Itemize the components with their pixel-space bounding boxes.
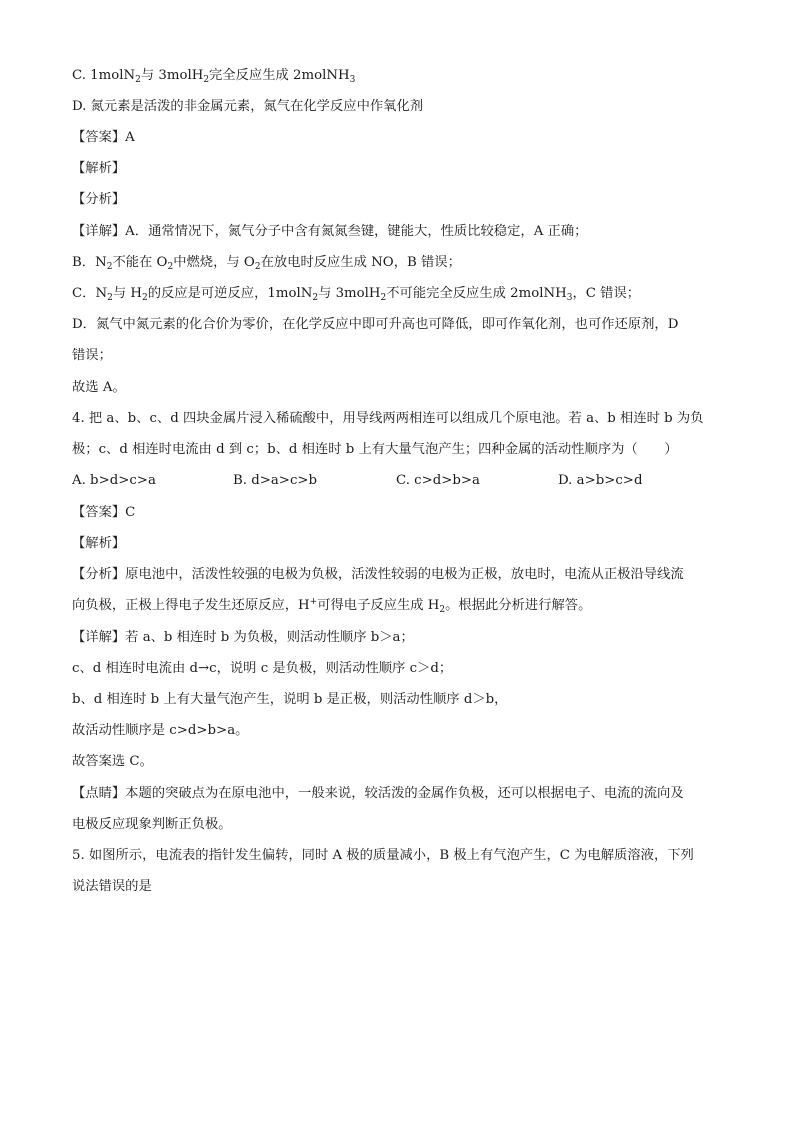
detail-q4-b: c、d 相连时电流由 d→c，说明 c 是负极，则活动性顺序 c＞d； [72, 661, 453, 676]
detail-line-d: D．氮气中氮元素的化合价为零价，在化学反应中即可升高也可降低，即可作氧化剂，也可作还原剂，D [72, 317, 679, 332]
q4-option-a: A. b>d>c>a [72, 473, 156, 488]
analysis-label: 【解析】 [72, 161, 126, 176]
analysis-label-q4: 【解析】 [72, 536, 126, 551]
q4-option-d: D. a>b>c>d [558, 473, 643, 488]
detail-q4-a: 【详解】若 a、b 相连时 b 为负极，则活动性顺序 b＞a； [72, 630, 414, 645]
detail-q4-e: 故答案选 C。 [72, 754, 153, 769]
option-c-line: C. 1molN$_2$与 3molH$_2$完全反应生成 2molNH$_3$ [72, 68, 356, 85]
question-4-line-1: 4. 把 a、b、c、d 四块金属片浸入稀硫酸中，用导线两两相连可以组成几个原电池。若 a、b 相连时 b 为负 [72, 411, 704, 426]
answer-label-q4: 【答案】C [72, 505, 136, 520]
q4-option-b: B. d>a>c>b [233, 473, 318, 488]
detail-line-b: B．$N_2$不能在 $O_2$中燃烧，与 $O_2$在放电时反应生成 NO，B 错误； [72, 255, 461, 272]
detail-q4-d: 故活动性顺序是 c>d>b>a。 [72, 723, 249, 738]
dianjing-line-a: 【点睛】本题的突破点为在原电池中，一般来说，较活泼的金属作负极，还可以根据电子、电流的流向及 [72, 786, 684, 801]
detail-q4-c: b、d 相连时 b 上有大量气泡产生，说明 b 是正极，则活动性顺序 d＞b， [72, 692, 508, 707]
detail-line-a: 【详解】A．通常情况下，氮气分子中含有氮氮叁键，键能大，性质比较稳定，A 正确； [72, 224, 588, 239]
dianjing-line-b: 电极反应现象判断正负极。 [72, 817, 232, 832]
choose-a-line: 故选 A。 [72, 380, 126, 395]
fenxi-line-q4-b: 向负极，正极上得电子发生还原反应，H+可得电子反应生成 $H_2$。根据此分析进行解答。 [72, 597, 592, 615]
option-d-line: D. 氮元素是活泼的非金属元素，氮气在化学反应中作氧化剂 [72, 99, 424, 114]
question-5-line-1: 5. 如图所示，电流表的指针发生偏转，同时 A 极的质量减小，B 极上有气泡产生，C 为电解质溶液，下列 [72, 848, 694, 863]
detail-line-c: C．$N_2$与 $H_2$的反应是可逆反应，1molN$_2$与 3molH$_2$不可能完全反应生成 2molNH$_3$，C 错误； [72, 286, 641, 303]
question-5-line-2: 说法错误的是 [72, 879, 152, 894]
detail-line-d-cont: 错误； [72, 348, 112, 363]
q4-option-c: C. c>d>b>a [396, 473, 480, 488]
fenxi-label: 【分析】 [72, 192, 126, 207]
answer-label: 【答案】A [72, 130, 135, 145]
question-4-line-2: 极；c、d 相连时电流由 d 到 c；b、d 相连时 b 上有大量气泡产生；四种金属的活动性顺序为（ ） [72, 442, 678, 457]
fenxi-line-q4-a: 【分析】原电池中，活泼性较强的电极为负极，活泼性较弱的电极为正极，放电时，电流从正极沿导线流 [72, 567, 684, 582]
